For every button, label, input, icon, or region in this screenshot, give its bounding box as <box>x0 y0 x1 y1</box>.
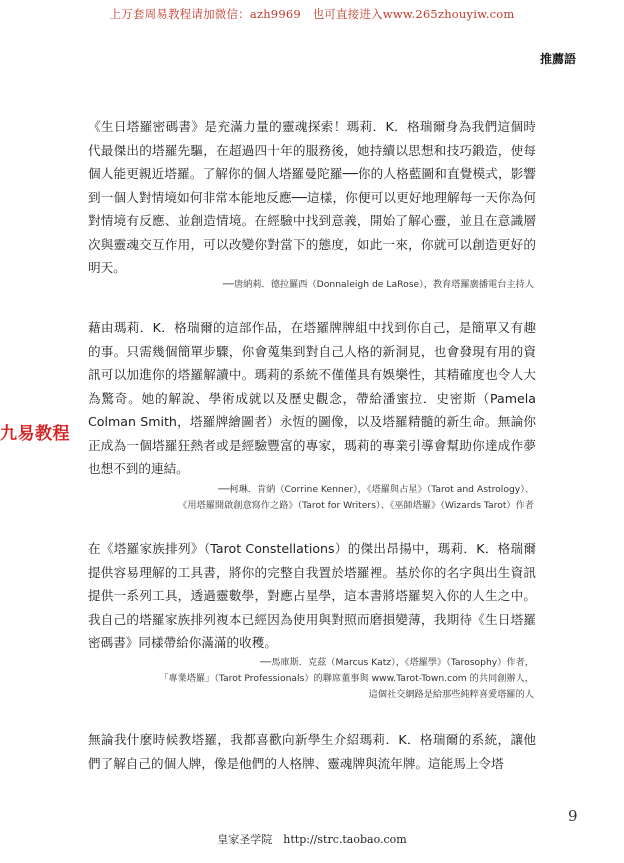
page-number: 9 <box>568 807 578 825</box>
attribution-line: ──柯琳．肯納（Corrine Kenner），《塔羅與占星》（Tarot and Astrology）、 <box>218 484 534 495</box>
section-header: 推薦語 <box>540 52 577 66</box>
attribution-line: 《用塔羅開啟創意寫作之路》（Tarot for Writers）、《巫師塔羅》（Wizards Tarot）作者 <box>178 500 534 511</box>
endorsement-paragraph-2 <box>88 316 536 481</box>
paragraph-text: 《生日塔羅密碼書》是充滿力量的靈魂探索！瑪莉．K．格瑞爾身為我們這個時代最傑出的塔羅先驅，在超過四十年的服務後，她持續以思想和技巧鍛造，使每個人能更親近塔羅。了解你的個人塔羅曼陀羅──你的人格藍圖和直覺模式，影響到一個人對情境如何非常本能地反應──這樣，你便可以更好地理解每一天你為何對情境有反應、並創造情境。在經驗中找到意義，開始了解心靈，並且在意識層次與靈魂交互作用，可以改變你對當下的態度，如此一來，你就可以創造更好的明天。 <box>88 119 536 275</box>
endorsement-attribution-1 <box>223 277 534 293</box>
top-banner: 上万套周易教程请加微信：azh9969 也可直接进入www.265zhouyiw.com <box>109 7 515 21</box>
attribution-line: 這個社交網路是給那些純粹喜愛塔羅的人 <box>368 689 534 700</box>
attribution-line: 「專業塔羅」（Tarot Professionals）的聯席董事與 www.Tarot-Town.com 的共同創辦人， <box>159 673 534 684</box>
endorsement-paragraph-1 <box>88 115 536 280</box>
footer: 皇家圣学院 http://strc.taobao.com <box>217 833 407 846</box>
watermark: 九易教程 <box>0 424 70 444</box>
paragraph-text: 藉由瑪莉．K．格瑞爾的這部作品，在塔羅牌牌組中找到你自己，是簡單又有趣的事。只需幾個簡單步驟，你會蒐集到對自己人格的新洞見，也會發現有用的資訊可以加進你的塔羅解讀中。瑪莉的系統不僅僅具有娛樂性，其精確度也令人大為驚奇。她的解說、學術成就以及歷史觀念，帶給潘蜜拉．史密斯（Pamela Colman Smith，塔羅牌繪圖者）永恆的圖像，以及塔羅精髓的新生命。無論你正成為一個塔羅狂熱者或是經驗豐富的專家，瑪莉的專業引導會幫助你達成作夢也想不到的連結。 <box>88 320 536 476</box>
endorsement-paragraph-3 <box>88 537 536 655</box>
endorsement-attribution-3 <box>159 655 534 703</box>
paragraph-text: 在《塔羅家族排列》（Tarot Constellations）的傑出昂揚中，瑪莉．K．格瑞爾提供容易理解的工具書，將你的完整自我置於塔羅裡。基於你的名字與出生資訊提供一系列工具，透過靈數學，對應占星學，這本書將塔羅契入你的人生之中。我自己的塔羅家族排列複本已經因為使用與對照而磨損變薄，我期待《生日塔羅密碼書》同樣帶給你滿滿的收穫。 <box>88 541 536 650</box>
paragraph-text: 無論我什麼時候教塔羅，我都喜歡向新學生介紹瑪莉．K．格瑞爾的系統，讓他們了解自己的個人牌，像是他們的人格牌、靈魂牌與流年牌。這能馬上令塔 <box>88 732 536 771</box>
endorsement-attribution-2 <box>178 482 534 514</box>
endorsement-paragraph-4 <box>88 728 536 775</box>
attribution-line: ──唐納莉．德拉羅西（Donnaleigh de LaRose），教育塔羅廣播電台主持人 <box>222 279 534 290</box>
attribution-line: ──馬庫斯．克茲（Marcus Katz），《塔羅學》（Tarosophy）作者， <box>260 657 534 668</box>
